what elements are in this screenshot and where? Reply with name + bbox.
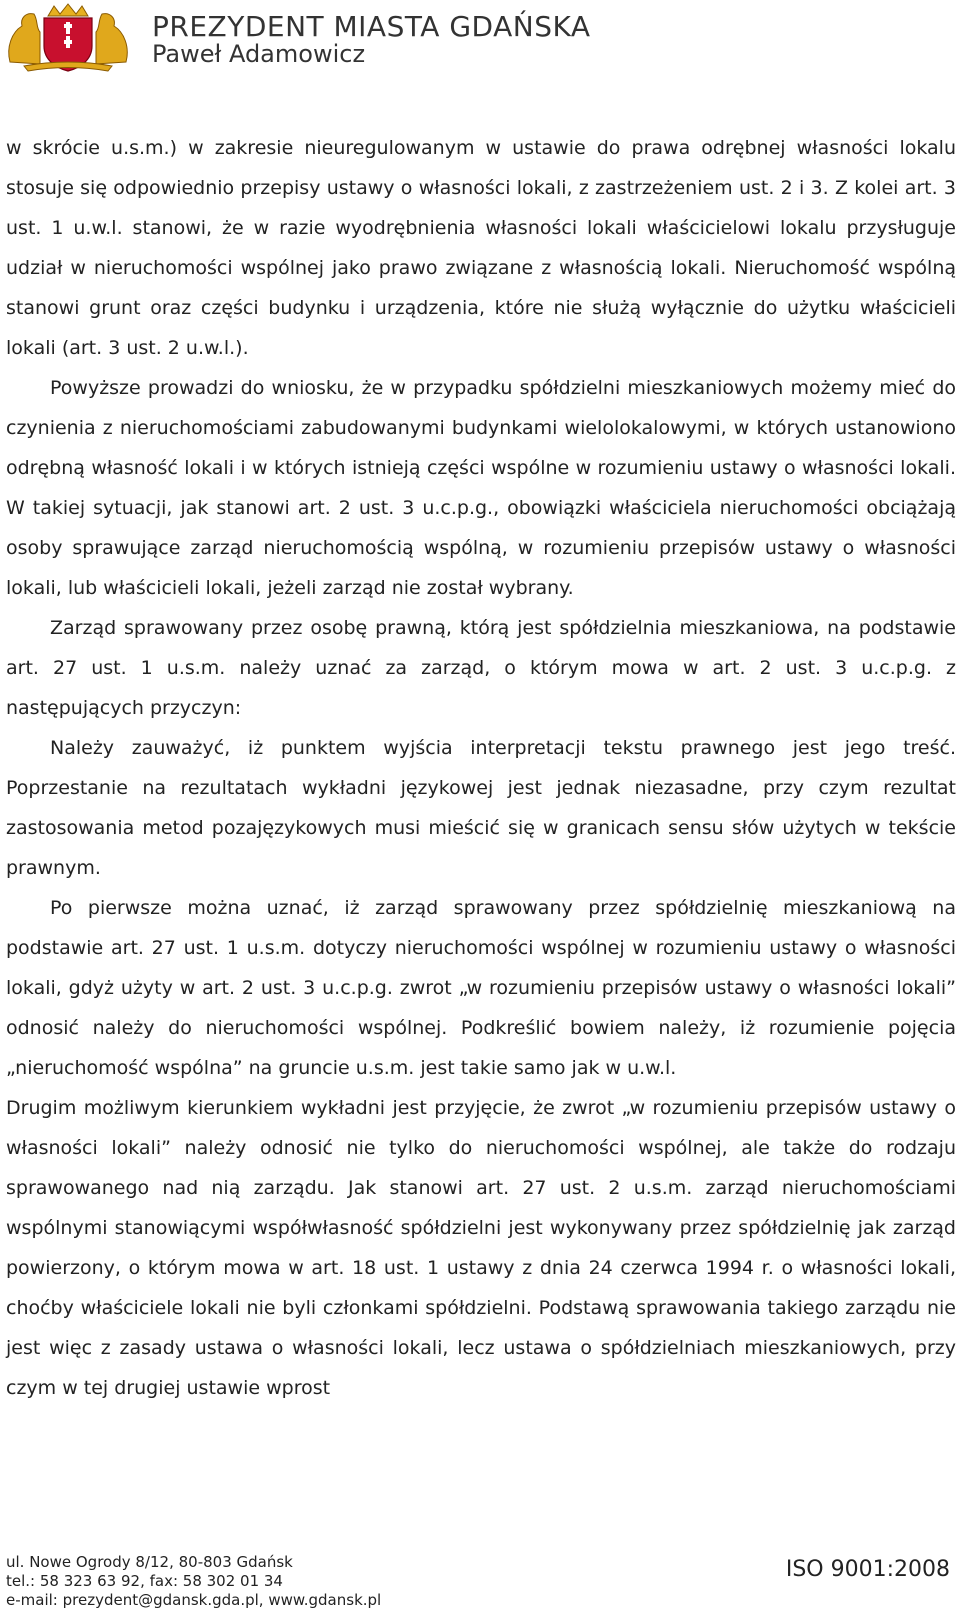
letterhead-title: PREZYDENT MIASTA GDAŃSKA [152,10,591,43]
footer-phone: tel.: 58 323 63 92, fax: 58 302 01 34 [6,1572,283,1590]
letterhead [0,0,960,80]
iso-certification: ISO 9001:2008 [785,1557,950,1582]
paragraph: Drugim możliwym kierunkiem wykładni jest przyjęcie, że zwrot „w rozumieniu przepisów ustawy o własności lokali” należy odnosić nie tylko do nieruchomości wspólnej, ale także do rodzaju sprawowanego nad nią zarządu. Jak stanowi art. 27 ust. 2 u.s.m. zarząd nieruchomościami wspólnymi stanowiącymi współwłasność spółdzielni jest wykonywany przez spółdzielnię jak zarząd powierzony, o którym mowa w art. 18 ust. 1 ustawy z dnia 24 czerwca 1994 r. o własności lokali, choćby właściciele lokali nie byli członkami spółdzielni. Podstawą sprawowania takiego zarządu nie jest więc z zasady ustawa o własności lokali, lecz ustawa o spółdzielniach mieszkaniowych, przy czym w tej drugiej ustawie wprost [6,1097,956,1399]
footer-address: ul. Nowe Ogrody 8/12, 80-803 Gdańsk [6,1553,293,1571]
paragraph: Powyższe prowadzi do wniosku, że w przypadku spółdzielni mieszkaniowych możemy mieć do czynienia z nieruchomościami zabudowanymi budynkami wielolokalowymi, w których ustanowiono odrębną własność lokali i w których istnieją części wspólne w rozumieniu ustawy o własności lokali. W takiej sytuacji, jak stanowi art. 2 ust. 3 u.c.p.g., obowiązki właściciela nieruchomości obciążają osoby sprawujące zarząd nieruchomością wspólną, w rozumieniu przepisów ustawy o własności lokali, lub właścicieli lokali, jeżeli zarząd nie został wybrany. [6,377,956,599]
letterhead-subtitle: Paweł Adamowicz [152,40,366,68]
paragraph: Należy zauważyć, iż punktem wyjścia interpretacji tekstu prawnego jest jego treść. Poprzestanie na rezultatach wykładni językowej jest jednak niezasadne, przy czym rezultat zastosowania metod pozajęzykowych musi mieścić się w granicach sensu słów użytych w tekście prawnym. [6,737,956,879]
paragraph: Zarząd sprawowany przez osobę prawną, którą jest spółdzielnia mieszkaniowa, na podstawie art. 27 ust. 1 u.s.m. należy uznać za zarząd, o którym mowa w art. 2 ust. 3 u.c.p.g. z następujących przyczyn: [6,617,956,719]
gdansk-coat-of-arms-icon [4,2,132,72]
footer-contact-block [6,1553,381,1610]
footer-email-web: e-mail: prezydent@gdansk.gda.pl, www.gdansk.pl [6,1591,382,1609]
paragraph: w skrócie u.s.m.) w zakresie nieuregulowanym w ustawie do prawa odrębnej własności lokalu stosuje się odpowiednio przepisy ustawy o własności lokali, z zastrzeżeniem ust. 2 i 3. Z kolei art. 3 ust. 1 u.w.l. stanowi, że w razie wyodrębnienia własności lokali właścicielowi lokalu przysługuje udział w nieruchomości wspólnej jako prawo związane z własnością lokali. Nieruchomość wspólną stanowi grunt oraz części budynku i urządzenia, które nie służą wyłącznie do użytku właścicieli lokali (art. 3 ust. 2 u.w.l.). [6,137,956,359]
document-body [6,128,956,1408]
page-footer [6,1553,956,1619]
paragraph: Po pierwsze można uznać, iż zarząd sprawowany przez spółdzielnię mieszkaniową na podstawie art. 27 ust. 1 u.s.m. dotyczy nieruchomości wspólnej w rozumieniu ustawy o własności lokali, gdyż użyty w art. 2 ust. 3 u.c.p.g. zwrot „w rozumieniu przepisów ustawy o własności lokali” odnosić należy do nieruchomości wspólnej. Podkreślić bowiem należy, iż rozumienie pojęcia „nieruchomość wspólna” na gruncie u.s.m. jest takie samo jak w u.w.l. [6,897,956,1079]
